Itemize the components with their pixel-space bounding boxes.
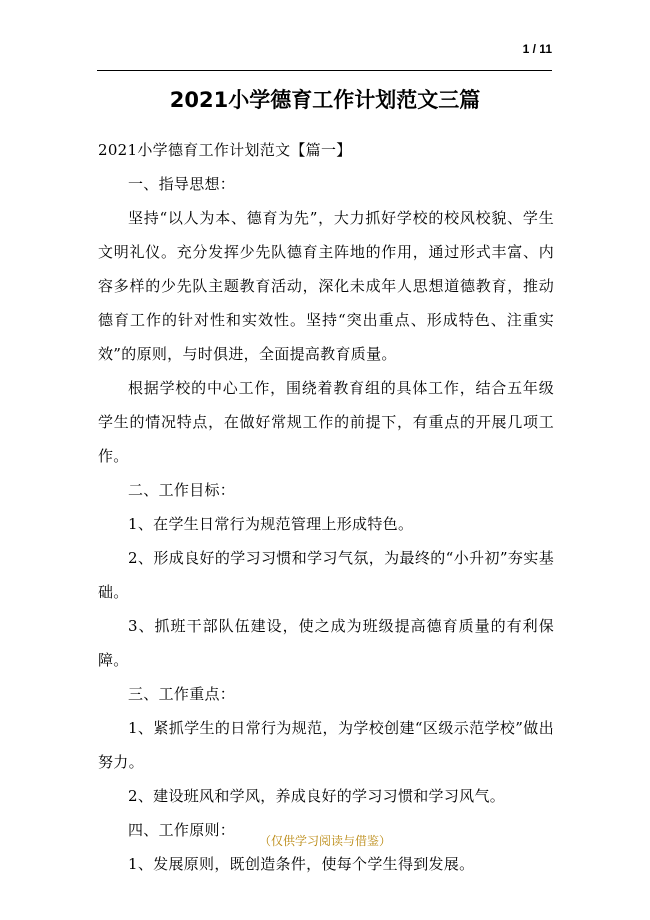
list-item: 1、紧抓学生的日常行为规范，为学校创建“区级示范学校”做出努力。 [98, 719, 554, 771]
list-item: 2、建设班风和学风，养成良好的学习习惯和学习风气。 [128, 787, 506, 805]
list-item: 1、在学生日常行为规范管理上形成特色。 [128, 515, 414, 533]
subheading: 四、工作原则： [128, 821, 236, 839]
list-item: 1、发展原则，既创造条件，使每个学生得到发展。 [128, 855, 475, 873]
header-divider [97, 70, 552, 71]
subheading: 一、指导思想： [128, 175, 236, 193]
body-paragraph: 坚持“以人为本、德育为先”，大力抓好学校的校风校貌、学生文明礼仪。充分发挥少先队德育主阵地的作用，通过形式丰富、内容多样的少先队主题教育活动，深化未成年人思想道德教育，推动德育工作的针对性和实效性。坚持“突出重点、形成特色、注重实效”的原则，与时俱进，全面提高教育质量。 [98, 209, 554, 363]
body-paragraph: 根据学校的中心工作，围绕着教育组的具体工作，结合五年级学生的情况特点，在做好常规工作的前提下，有重点的开展几项工作。 [98, 379, 554, 465]
footer-note: （仅供学习阅读与借鉴） [258, 834, 391, 848]
list-item: 3、抓班干部队伍建设，使之成为班级提高德育质量的有利保障。 [98, 617, 554, 669]
section-heading: 2021小学德育工作计划范文【篇一】 [98, 141, 352, 159]
subheading: 二、工作目标： [128, 481, 236, 499]
page-number: 1 / 11 [522, 42, 552, 56]
subheading: 三、工作重点： [128, 685, 236, 703]
list-item: 2、形成良好的学习习惯和学习气氛，为最终的“小升初”夯实基础。 [98, 549, 554, 601]
document-body [98, 133, 554, 881]
document-title: 2021小学德育工作计划范文三篇 [169, 88, 481, 112]
